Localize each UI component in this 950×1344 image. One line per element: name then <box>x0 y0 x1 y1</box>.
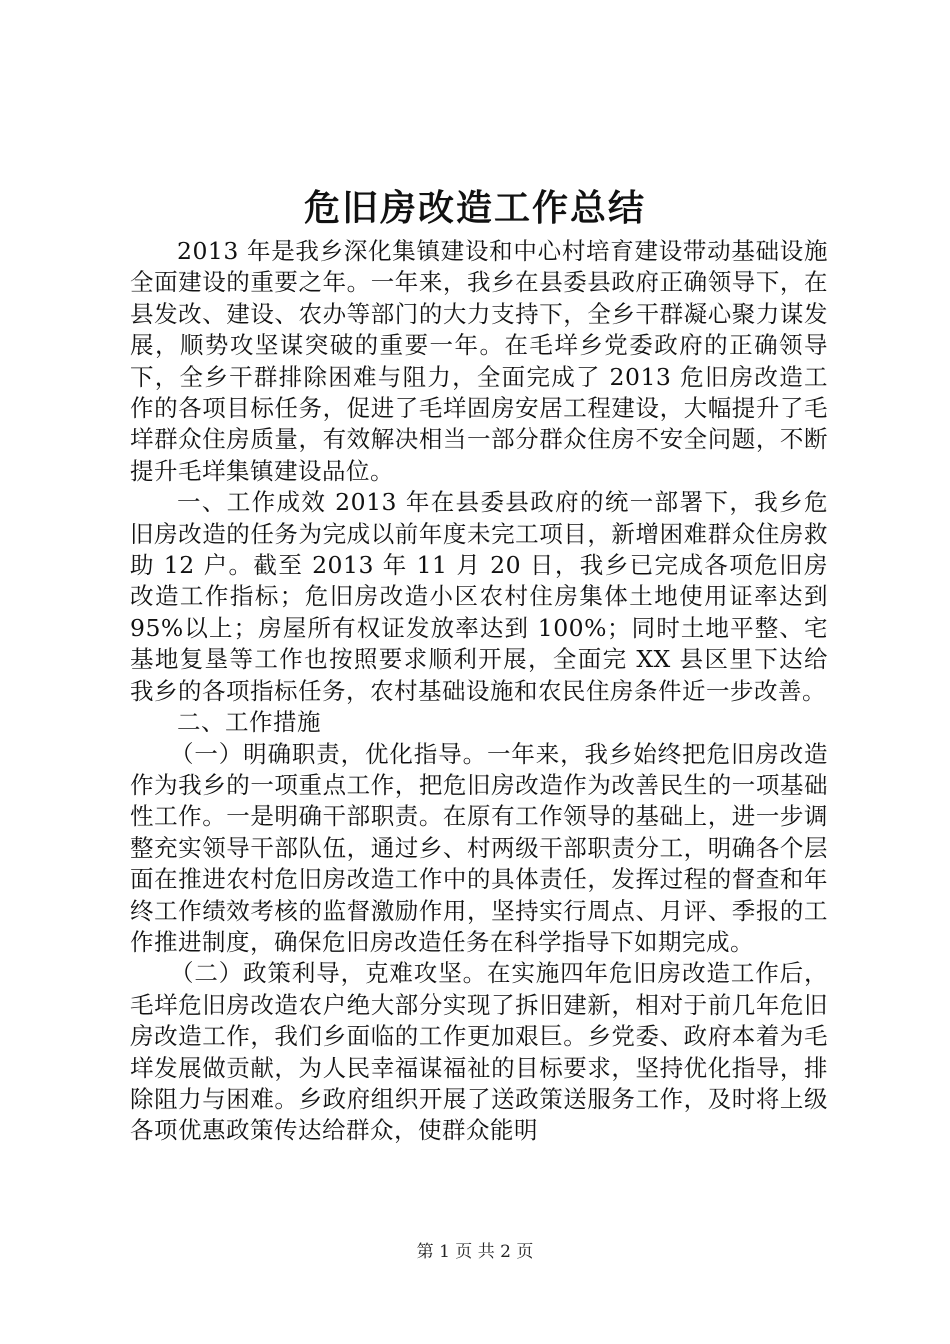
page-footer: 第 1 页 共 2 页 <box>416 1242 534 1262</box>
document-title: 危旧房改造工作总结 <box>303 187 646 229</box>
paragraph-intro: 2013 年是我乡深化集镇建设和中心村培育建设带动基础设施全面建设的重要之年。一年来，我乡在县委县政府正确领导下，在县发改、建设、农办等部门的大力支持下，全乡干群凝心聚力谋发展，顺势攻坚谋突破的重要一年。在毛垟乡党委政府的正确领导下，全乡干群排除困难与阻力，全面完成了 2013 危旧房改造工作的各项目标任务，促进了毛垟固房安居工程建设，大幅提升了毛垟群众住房质量，有效解决相当一部分群众住房不安全问题，不断提升毛垟集镇建设品位。 <box>130 237 828 485</box>
paragraph-work-results: 一、工作成效 2013 年在县委县政府的统一部署下，我乡危旧房改造的任务为完成以前年度未完工项目，新增困难群众住房救助 12 户。截至 2013 年 11 月 20 日，我乡已完成各项危旧房改造工作指标；危旧房改造小区农村住房集体土地使用证率达到 95%以上；房屋所有权证发放率达到 100%；同时土地平整、宅基地复垦等工作也按照要求顺利开展，全面完 XX 县区里下达给我乡的各项指标任务，农村基础设施和农民住房条件近一步改善。 <box>130 488 828 705</box>
section-heading-measures: 二、工作措施 <box>177 708 321 737</box>
paragraph-measure-two: （二）政策利导，克难攻坚。在实施四年危旧房改造工作后，毛垟危旧房改造农户绝大部分实现了拆旧建新，相对于前几年危旧房改造工作，我们乡面临的工作更加艰巨。乡党委、政府本着为毛垟发展做贡献，为人民幸福谋福祉的目标要求，坚持优化指导，排除阻力与困难。乡政府组织开展了送政策送服务工作，及时将上级各项优惠政策传达给群众，使群众能明 <box>130 959 828 1145</box>
paragraph-measure-one: （一）明确职责，优化指导。一年来，我乡始终把危旧房改造作为我乡的一项重点工作，把危旧房改造作为改善民生的一项基础性工作。一是明确干部职责。在原有工作领导的基础上，进一步调整充实领导干部队伍，通过乡、村两级干部职责分工，明确各个层面在推进农村危旧房改造工作中的具体责任，发挥过程的督查和年终工作绩效考核的监督激励作用，坚持实行周点、月评、季报的工作推进制度，确保危旧房改造任务在科学指导下如期完成。 <box>130 739 828 956</box>
document-body <box>130 236 828 1147</box>
